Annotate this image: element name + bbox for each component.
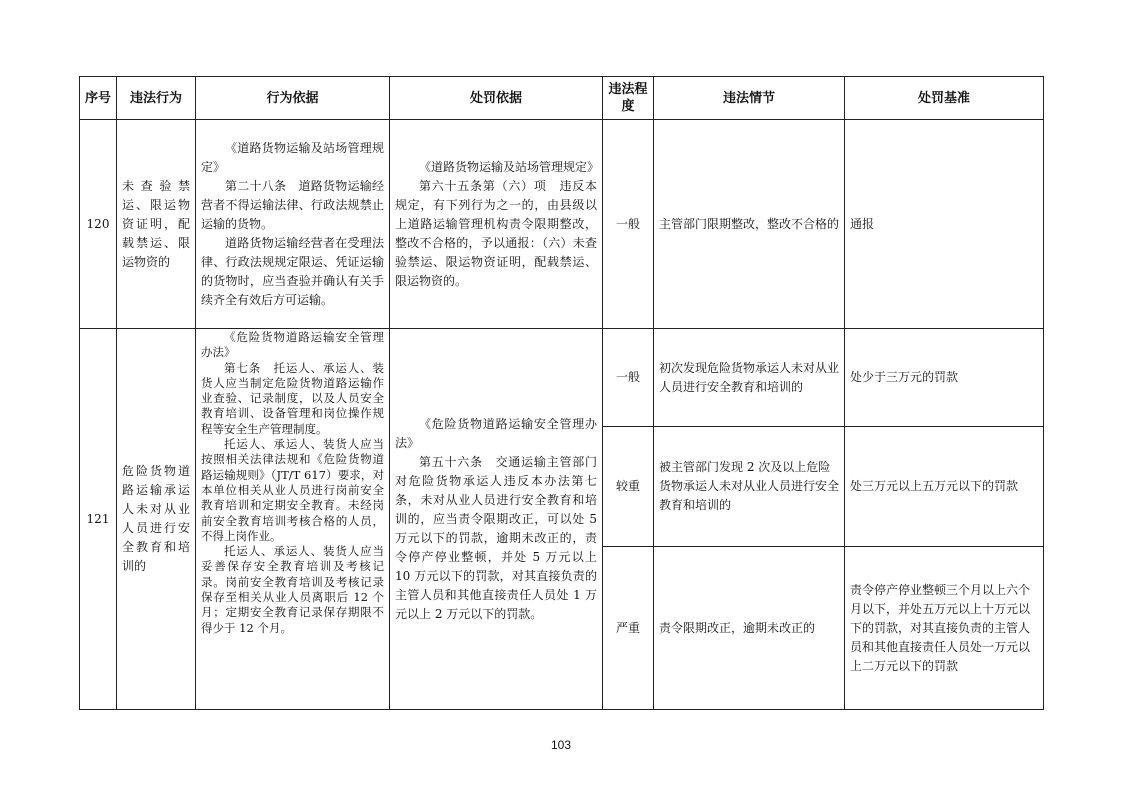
row-degree: 一般 xyxy=(603,329,654,427)
header-violation: 违法行为 xyxy=(117,77,196,120)
row-circumstance: 主管部门限期整改，整改不合格的 xyxy=(654,120,845,329)
table-row xyxy=(80,329,1044,427)
penalty-table xyxy=(79,76,1044,710)
basis-paragraph: 《道路货物运输及站场管理规定》 xyxy=(201,140,384,174)
header-basis: 行为依据 xyxy=(196,77,390,120)
page-number: 103 xyxy=(550,738,572,752)
row-basis xyxy=(196,120,390,329)
table-row xyxy=(80,120,1044,329)
row-penalty-basis xyxy=(390,120,603,329)
row-seq: 121 xyxy=(80,329,117,710)
penalty-basis-paragraph: 第六十五条第（六）项 违反本规定，有下列行为之一的，由县级以上道路运输管理机构责令限期整改，整改不合格的，予以通报：（六）未查验禁运、限运物资证明，配载禁运、限运物资的。 xyxy=(395,178,597,288)
header-penalty-basis: 处罚依据 xyxy=(390,77,603,120)
row-violation: 未查验禁运、限运物资证明，配载禁运、限运物资的 xyxy=(117,120,196,329)
basis-paragraph: 《危险货物道路运输安全管理办法》 xyxy=(201,330,384,360)
row-standard: 处三万元以上五万元以下的罚款 xyxy=(845,427,1044,547)
penalty-basis-paragraph: 第五十六条 交通运输主管部门对危险货物承运人违反本办法第七条，未对从业人员进行安全教育和培训的，应当责令限期改正，可以处 5 万元以下的罚款，逾期未改正的，责令停产停业整顿，并处 5 万元以上 10 万元以下的罚款，对其直接负责的主管人员和其他直接责任人员处 1 万元以上 2 万元以下的罚款。 xyxy=(395,454,597,621)
penalty-basis-paragraph: 《道路货物运输及站场管理规定》 xyxy=(419,159,600,174)
row-standard: 通报 xyxy=(845,120,1044,329)
row-circumstance: 被主管部门发现 2 次及以上危险货物承运人未对从业人员进行安全教育和培训的 xyxy=(654,427,845,547)
row-basis xyxy=(196,329,390,710)
row-seq: 120 xyxy=(80,120,117,329)
row-violation: 危险货物道路运输承运人未对从业人员进行安全教育和培训的 xyxy=(117,329,196,710)
row-circumstance: 责令限期改正，逾期未改正的 xyxy=(654,547,845,710)
header-degree: 违法程度 xyxy=(603,77,654,120)
row-circumstance: 初次发现危险货物承运人未对从业人员进行安全教育和培训的 xyxy=(654,329,845,427)
header-circumstance: 违法情节 xyxy=(654,77,845,120)
row-standard: 处少于三万元的罚款 xyxy=(845,329,1044,427)
header-standard: 处罚基准 xyxy=(845,77,1044,120)
basis-paragraph: 托运人、承运人、装货人应当妥善保存安全教育培训及考核记录。岗前安全教育培训及考核记录保存至相关从业人员离职后 12 个月；定期安全教育记录保存期限不得少于 12 个月。 xyxy=(201,544,384,635)
header-seq: 序号 xyxy=(80,77,117,120)
row-degree: 严重 xyxy=(603,547,654,710)
row-standard: 责令停产停业整顿三个月以上六个月以下，并处五万元以上十万元以下的罚款，对其直接负责的主管人员和其他直接责任人员处一万元以上二万元以下的罚款 xyxy=(845,547,1044,710)
penalty-basis-paragraph: 《危险货物道路运输安全管理办法》 xyxy=(395,416,597,450)
header-row xyxy=(80,77,1044,120)
basis-paragraph: 第七条 托运人、承运人、装货人应当制定危险货物道路运输作业查验、记录制度，以及人员安全教育培训、设备管理和岗位操作规程等安全生产管理制度。 xyxy=(201,360,384,436)
row-penalty-basis xyxy=(390,329,603,710)
basis-paragraph: 第二十八条 道路货物运输经营者不得运输法律、行政法规禁止运输的货物。 xyxy=(201,178,384,231)
row-degree: 一般 xyxy=(603,120,654,329)
basis-paragraph: 道路货物运输经营者在受理法律、行政法规规定限运、凭证运输的货物时，应当查验并确认有关手续齐全有效后方可运输。 xyxy=(201,235,384,307)
basis-paragraph: 托运人、承运人、装货人应当按照相关法律法规和《危险货物道路运输规则》（JT/T 617）要求，对本单位相关从业人员进行岗前安全教育培训和定期安全教育。未经岗前安全教育培训考核合格的人员，不得上岗作业。 xyxy=(201,437,384,543)
row-degree: 较重 xyxy=(603,427,654,547)
